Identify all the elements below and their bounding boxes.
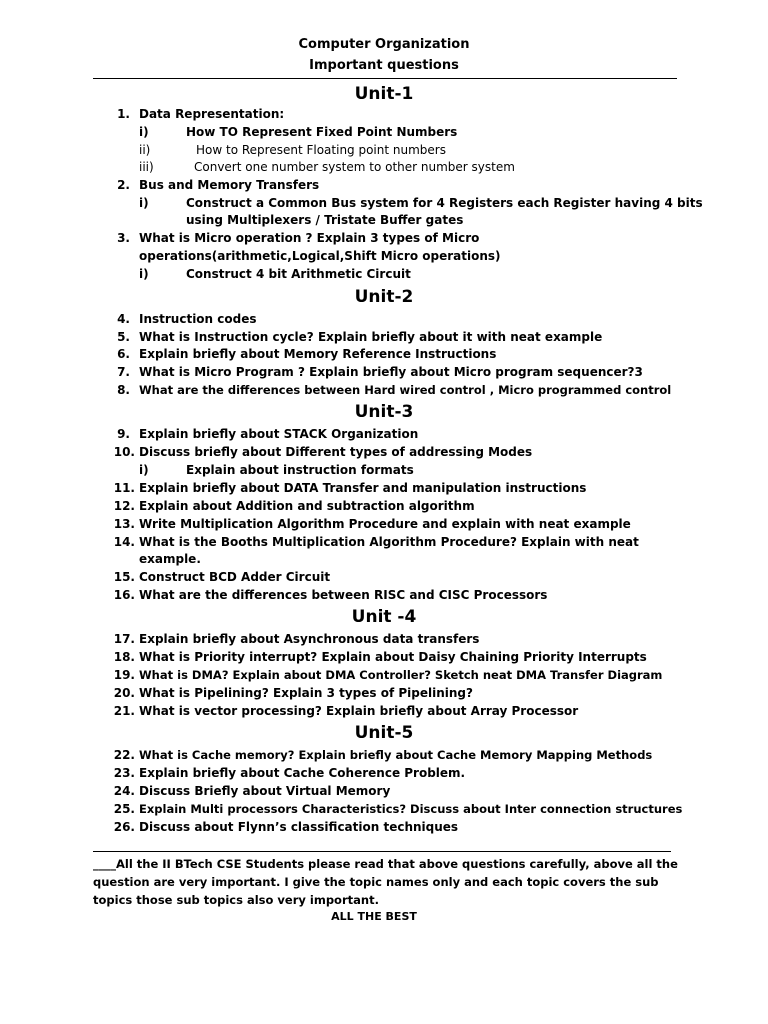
question-number: 25. <box>113 802 135 816</box>
question-text: Bus and Memory Transfers <box>139 178 320 192</box>
question-text: What is the Booths Multiplication Algorithm Procedure? Explain with neat <box>139 535 639 549</box>
sub-question-text: How TO Represent Fixed Point Numbers <box>186 125 458 139</box>
question-number: 16. <box>113 588 135 602</box>
footer-line: question are very important. I give the topic names only and each topic covers the sub <box>93 875 659 889</box>
unit-heading: Unit-2 <box>354 287 414 307</box>
question-text: What are the differences between RISC and CISC Processors <box>139 588 548 602</box>
question-text: Explain briefly about Asynchronous data transfers <box>139 632 480 646</box>
question-number: 5. <box>117 330 130 344</box>
question-text: Data Representation: <box>139 107 285 121</box>
document-subtitle: Important questions <box>309 58 459 73</box>
question-number: 2. <box>117 178 130 192</box>
sub-question-marker: i) <box>139 463 149 477</box>
document-title: Computer Organization <box>298 37 470 52</box>
question-number: 17. <box>113 632 135 646</box>
question-text: Explain briefly about DATA Transfer and manipulation instructions <box>139 481 587 495</box>
sub-question-marker: i) <box>139 267 149 281</box>
question-number: 18. <box>113 650 135 664</box>
sub-question-marker: i) <box>139 125 149 139</box>
question-number: 8. <box>117 383 130 397</box>
question-number: 7. <box>117 365 130 379</box>
footer-line: ____All the II BTech CSE Students please read that above questions carefully, above all the <box>93 857 678 871</box>
footer-note <box>93 855 683 909</box>
question-number: 12. <box>113 499 135 513</box>
question-number: 26. <box>113 820 135 834</box>
sub-question-marker: ii) <box>139 143 151 157</box>
question-text: Discuss briefly about Different types of addressing Modes <box>139 445 533 459</box>
question-text-continued: example. <box>139 552 201 566</box>
question-number: 1. <box>117 107 130 121</box>
question-number: 10. <box>113 445 135 459</box>
question-text: Explain briefly about Memory Reference Instructions <box>139 347 497 361</box>
question-text: What is Cache memory? Explain briefly about Cache Memory Mapping Methods <box>139 748 653 762</box>
sub-question-text: Explain about instruction formats <box>186 463 414 477</box>
question-text: Explain briefly about Cache Coherence Problem. <box>139 766 466 780</box>
sub-question-text: Convert one number system to other number system <box>194 160 515 174</box>
question-text: Discuss Briefly about Virtual Memory <box>139 784 391 798</box>
question-number: 24. <box>113 784 135 798</box>
closing-text: ALL THE BEST <box>331 910 417 923</box>
question-text: Instruction codes <box>139 312 257 326</box>
unit-heading: Unit-1 <box>354 84 414 104</box>
footer-line: topics those sub topics also very important. <box>93 893 379 907</box>
question-text: Discuss about Flynn’s classification techniques <box>139 820 459 834</box>
question-number: 15. <box>113 570 135 584</box>
question-text: Explain briefly about STACK Organization <box>139 427 419 441</box>
question-number: 21. <box>113 704 135 718</box>
question-number: 3. <box>117 231 130 245</box>
question-number: 9. <box>117 427 130 441</box>
question-number: 19. <box>113 668 135 682</box>
question-text: What is Micro operation ? Explain 3 types of Micro <box>139 231 480 245</box>
sub-question-text-continued: using Multiplexers / Tristate Buffer gates <box>186 213 464 227</box>
unit-heading: Unit-3 <box>354 402 414 422</box>
question-text: Explain Multi processors Characteristics? Discuss about Inter connection structures <box>139 802 683 816</box>
question-number: 4. <box>117 312 130 326</box>
question-number: 20. <box>113 686 135 700</box>
question-text: Construct BCD Adder Circuit <box>139 570 331 584</box>
question-text: What is Instruction cycle? Explain briefly about it with neat example <box>139 330 603 344</box>
sub-question-text: Construct a Common Bus system for 4 Registers each Register having 4 bits <box>186 196 703 210</box>
header-rule <box>93 78 677 79</box>
question-text: Write Multiplication Algorithm Procedure and explain with neat example <box>139 517 631 531</box>
question-text: What is Micro Program ? Explain briefly about Micro program sequencer?3 <box>139 365 643 379</box>
question-text-continued: operations(arithmetic,Logical,Shift Micro operations) <box>139 249 501 263</box>
sub-question-text: How to Represent Floating point numbers <box>196 143 446 157</box>
question-number: 23. <box>113 766 135 780</box>
question-number: 6. <box>117 347 130 361</box>
question-number: 13. <box>113 517 135 531</box>
question-text: What is Pipelining? Explain 3 types of Pipelining? <box>139 686 473 700</box>
footer-rule <box>93 851 671 852</box>
unit-heading: Unit -4 <box>351 607 417 627</box>
question-number: 14. <box>113 535 135 549</box>
question-text: What is Priority interrupt? Explain about Daisy Chaining Priority Interrupts <box>139 650 647 664</box>
unit-heading: Unit-5 <box>354 723 414 743</box>
question-text: What is vector processing? Explain briefly about Array Processor <box>139 704 579 718</box>
question-text: What is DMA? Explain about DMA Controller? Sketch neat DMA Transfer Diagram <box>139 668 663 682</box>
question-number: 11. <box>113 481 135 495</box>
sub-question-marker: i) <box>139 196 149 210</box>
question-number: 22. <box>113 748 135 762</box>
question-text: What are the differences between Hard wired control , Micro programmed control <box>139 383 672 397</box>
sub-question-marker: iii) <box>139 160 154 174</box>
question-text: Explain about Addition and subtraction algorithm <box>139 499 475 513</box>
sub-question-text: Construct 4 bit Arithmetic Circuit <box>186 267 411 281</box>
